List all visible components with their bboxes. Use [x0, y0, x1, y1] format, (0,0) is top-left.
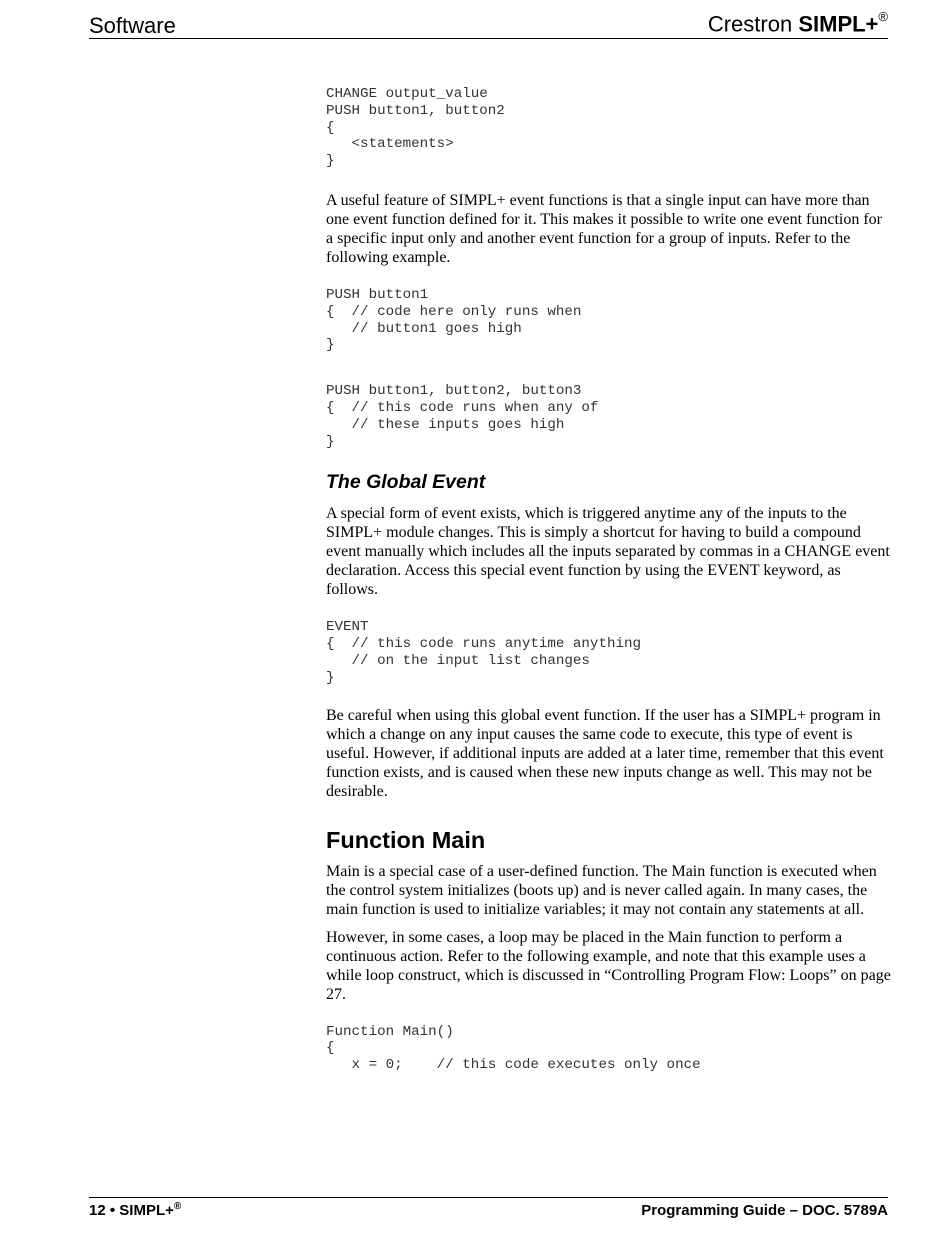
paragraph-global-event: A special form of event exists, which is triggered anytime any of the inputs to the SIMPL+ module changes. This is simply a shortcut for having to build a compound event manually which includes all the inputs separated by commas in a CHANGE event declaration. Access this special event function by using the EVENT keyword, as follows.: [326, 505, 890, 599]
footer-product: SIMPL+: [119, 1202, 174, 1219]
page-header: [89, 10, 888, 39]
code-block-push-group: PUSH button1, button2, button3 { // this code runs when any of // these inputs goes high }: [326, 383, 599, 450]
page-content: [326, 86, 891, 1074]
header-section-title: Software: [89, 13, 176, 38]
footer-bullet: •: [109, 1202, 116, 1219]
code-block-event: EVENT { // this code runs anytime anything // on the input list changes }: [326, 619, 642, 686]
footer-doc-title: Programming Guide – DOC. 5789A: [641, 1202, 888, 1219]
footer-page-number: 12: [89, 1202, 106, 1219]
header-product: SIMPL+: [798, 11, 879, 37]
code-block-change-push: CHANGE output_value PUSH button1, button2 { <statements> }: [326, 86, 505, 170]
header-brand: Crestron: [707, 11, 793, 37]
paragraph-main-loop: However, in some cases, a loop may be placed in the Main function to perform a continuous action. Refer to the following example, and note that this example uses a while loop construct, which is discussed in “Controlling Program Flow: Loops” on page 27.: [326, 928, 891, 1003]
code-block-push-button1: PUSH button1 { // code here only runs when // button1 goes high }: [326, 286, 582, 354]
paragraph-main-description: Main is a special case of a user-defined function. The Main function is executed when the control system initializes (boots up) and is never called again. In many cases, the main function is used to initialize variables; it may not contain any statements at all.: [326, 862, 877, 918]
page-footer: [89, 1197, 888, 1219]
section-heading-global-event: The Global Event: [326, 471, 486, 494]
header-registered-mark: ®: [878, 9, 888, 24]
paragraph-multiple-event-functions: A useful feature of SIMPL+ event functions is that a single input can have more than one event function defined for it. This makes it possible to write one event function for a specific input only and another event function for a group of inputs. Refer to the following example.: [326, 191, 883, 266]
footer-registered-mark: ®: [173, 1201, 182, 1212]
code-block-function-main: Function Main() { x = 0; // this code executes only once: [326, 1023, 701, 1074]
footer-page-label: [89, 1201, 181, 1219]
paragraph-global-event-caution: Be careful when using this global event function. If the user has a SIMPL+ program in which a change on any input causes the same code to execute, this type of event is useful. However, if additional inputs are added at a later time, remember that this event function exists, and is caused when these new inputs change as well. This may not be desirable.: [326, 706, 884, 800]
header-product-title: [708, 11, 888, 37]
section-heading-function-main: Function Main: [326, 826, 486, 853]
